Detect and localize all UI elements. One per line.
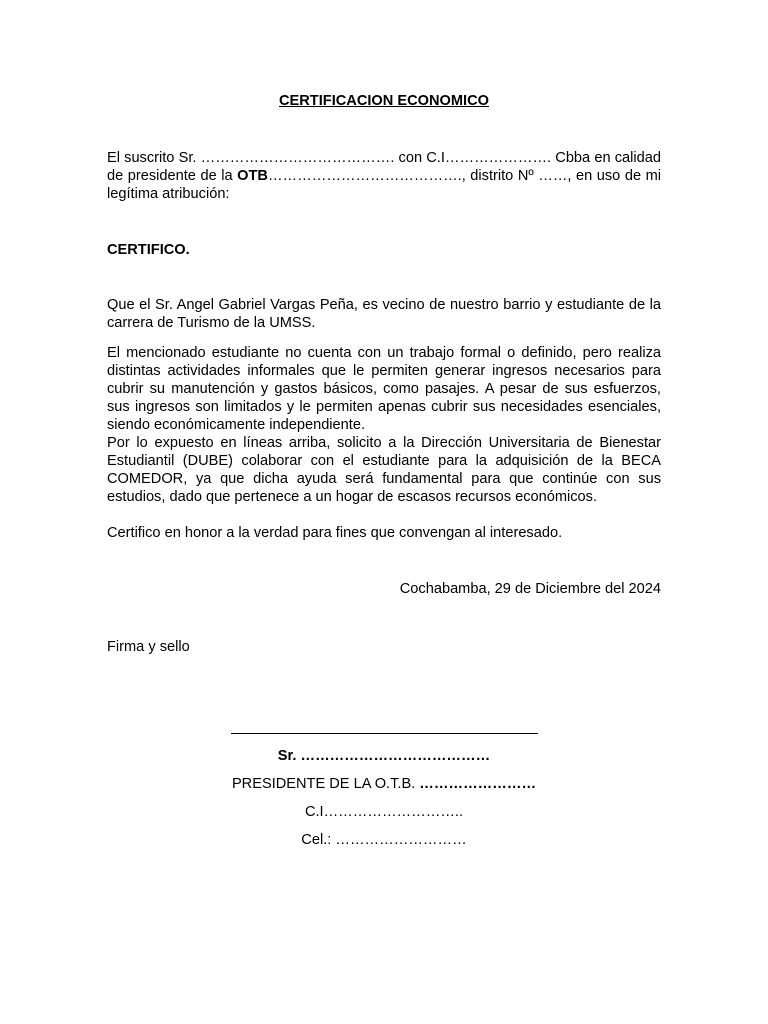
firma-label: Firma y sello (107, 639, 190, 655)
paragraph-text: El mencionado estudiante no cuenta con un trabajo formal o definido, pero realiza distintas actividades informales que le permiten generar ingresos necesarios para cubrir su manutención y gastos básicos, como pasajes. A pesar de sus esfuerzos, sus ingresos son limitados y le permiten apenas cubrir sus necesidades esenciales, siendo económicamente independiente. (107, 345, 661, 433)
paragraph-closing (107, 524, 661, 542)
paragraph-text: Por lo expuesto en líneas arriba, solicito a la Dirección Universitaria de Bienestar Estudiantil (DUBE) colaborar con el estudiante para la adquisición de la BECA COMEDOR, ya que dicha ayuda será fundamental para que continúe con sus estudios, dado que pertenece a un hogar de escasos recursos económicos. (107, 435, 661, 505)
signature-role-dots: …………………… (419, 776, 537, 792)
paragraph-text: Que el Sr. Angel Gabriel Vargas Peña, es vecino de nuestro barrio y estudiante de la carrera de Turismo de la UMSS. (107, 297, 661, 331)
paragraph-student-info (107, 296, 661, 332)
paragraph-economic-situation (107, 344, 661, 434)
paragraph-request (107, 434, 661, 506)
intro-paragraph (107, 149, 661, 203)
date-line: Cochabamba, 29 de Diciembre del 2024 (399, 581, 661, 597)
otb-label: OTB (237, 168, 268, 184)
certifico-heading: CERTIFICO. (107, 242, 190, 258)
document-title: CERTIFICACION ECONOMICO (279, 93, 489, 109)
signature-name: Sr. ………………………………… (277, 748, 491, 764)
signature-ci: C.I……………………….. (304, 804, 464, 820)
signature-cel: Cel.: ……………………… (301, 832, 467, 848)
intro-text-1: El suscrito Sr. …………………………………. con C.I…………………. Cbba en calidad de presidente de la (107, 150, 661, 184)
signature-role-label: PRESIDENTE DE LA O.T.B. (231, 776, 420, 792)
signature-role (0, 775, 768, 793)
signature-line (231, 733, 538, 734)
intro-text-2: …………………………………., distrito Nº ……, en uso de mi legítima atribución: (107, 168, 661, 202)
paragraph-text: Certifico en honor a la verdad para fines que convengan al interesado. (107, 525, 563, 541)
